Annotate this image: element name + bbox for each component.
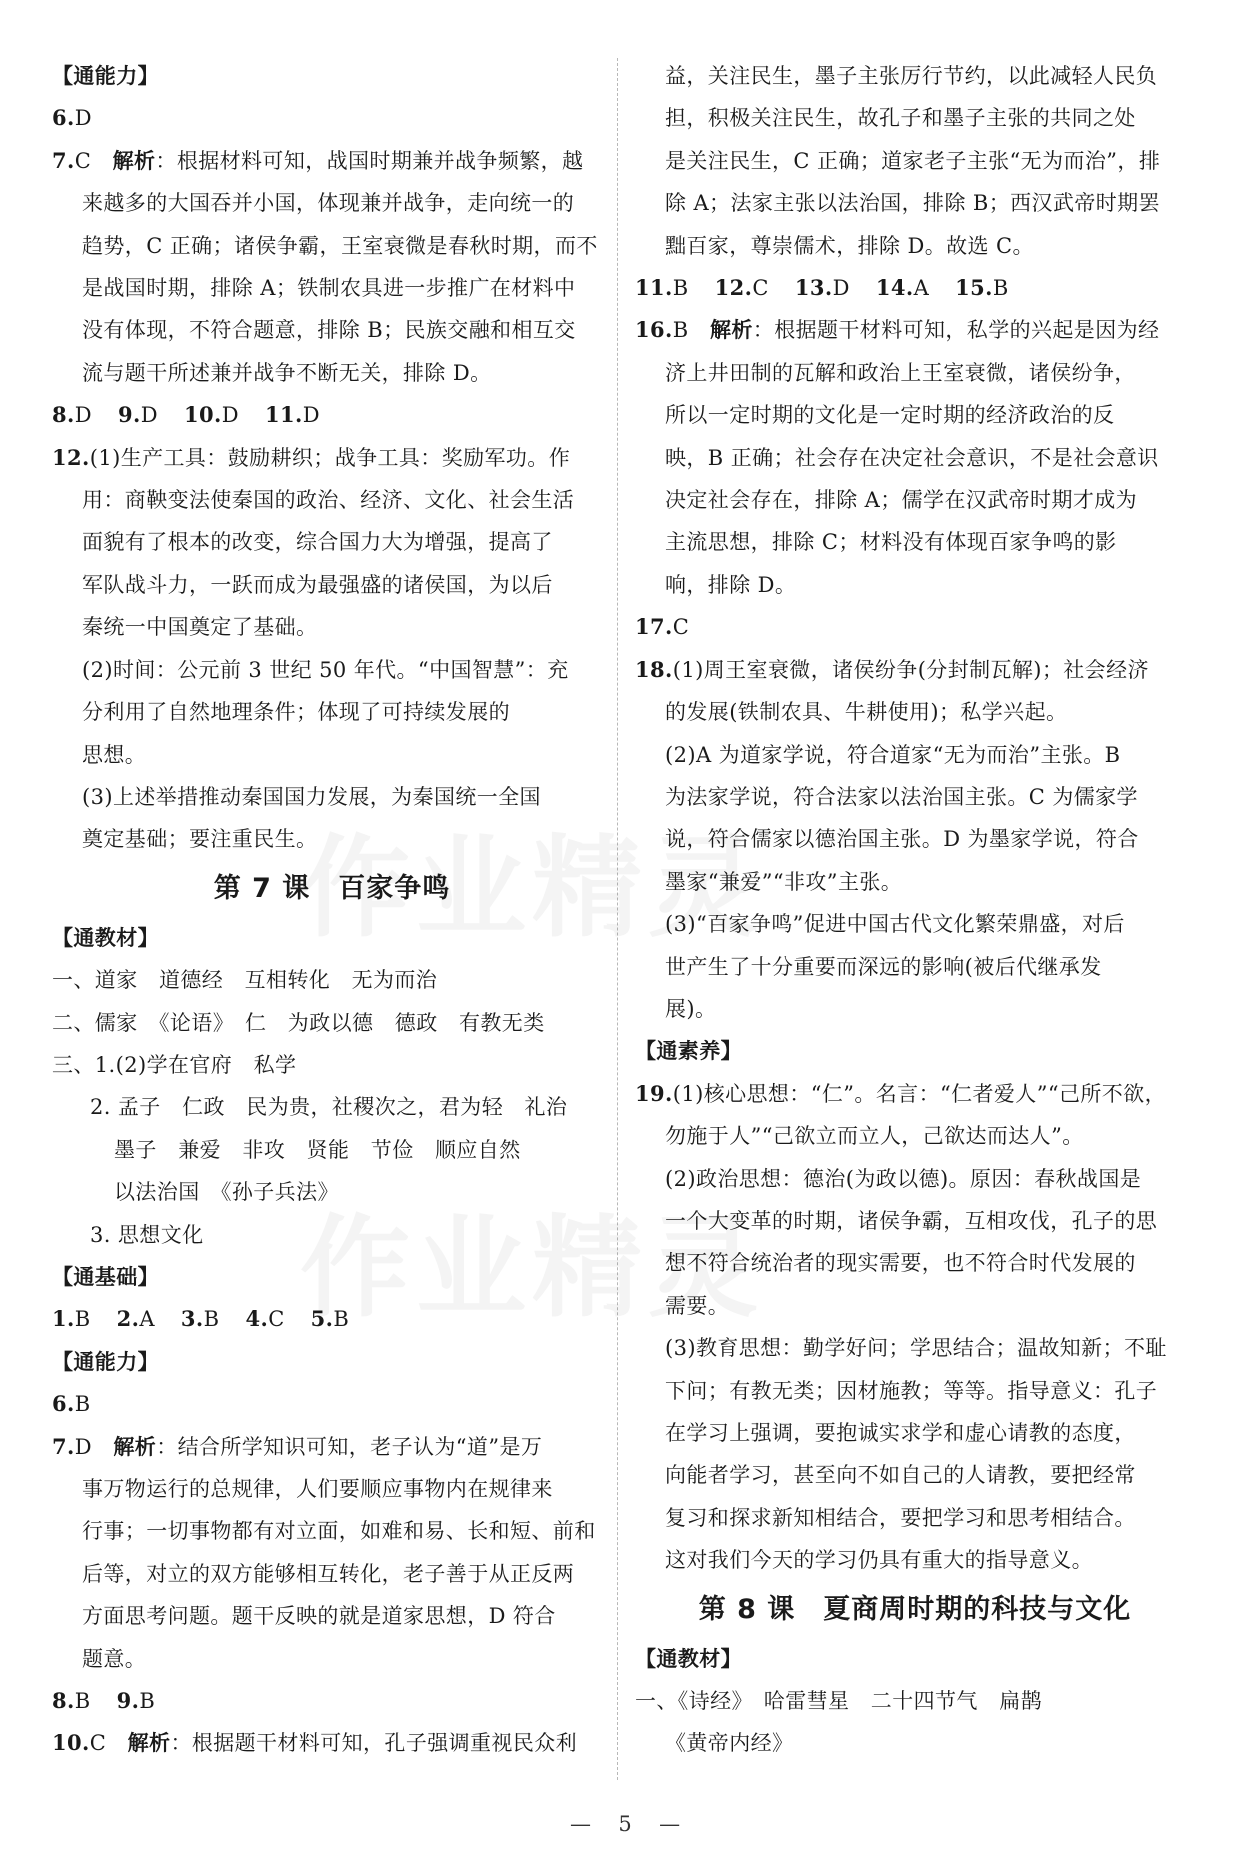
text-line [635, 1115, 1195, 1157]
line-text: C [74, 148, 113, 173]
analysis-label: 解析 [127, 1730, 171, 1756]
text-line [635, 903, 1195, 945]
text-line [635, 1454, 1195, 1496]
line-text: 想不符合统治者的现实需要，也不符合时代发展的 [665, 1251, 1136, 1276]
line-text: 需要。 [665, 1293, 730, 1318]
line-text: 一、道家 道德经 互相转化 无为而治 [52, 968, 438, 993]
text-line [52, 225, 612, 267]
answer-value: D [74, 403, 92, 428]
question-number: 14. [875, 275, 914, 301]
text-line [635, 1200, 1195, 1242]
question-number: 8. [52, 1688, 75, 1714]
answer-line [635, 649, 1195, 691]
line-text: C [89, 1731, 128, 1756]
line-text: 军队战斗力，一跃而成为最强盛的诸侯国，为以后 [82, 572, 553, 597]
line-text-continued: ：根据材料可知，战国时期兼并战争频繁，越 [155, 148, 584, 173]
column-divider [617, 58, 618, 1780]
line-text-continued: ：结合所学知识可知，老子认为“道”是万 [156, 1434, 543, 1459]
footer-dash-right: — [659, 1812, 681, 1836]
answer-value: D [832, 276, 850, 301]
answer-line [52, 1383, 612, 1425]
section-header: 【通能力】 [52, 63, 159, 88]
answer-line [52, 437, 612, 479]
text-line [52, 267, 612, 309]
line-text: 决定社会存在，排除 A；儒学在汉武帝时期才成为 [665, 488, 1138, 513]
text-line [635, 479, 1195, 521]
line-text: 一个大变革的时期，诸侯争霸，互相攻伐，孔子的思 [665, 1208, 1158, 1233]
text-line [635, 1680, 1195, 1722]
line-text: 说，符合儒家以德治国主张。D 为墨家学说，符合 [665, 827, 1139, 852]
answer-line [635, 606, 1195, 648]
answer-line [52, 140, 612, 182]
line-text: (1)周王室衰微，诸侯纷争(分封制瓦解)；社会经济 [672, 657, 1149, 682]
question-number: 2. [116, 1306, 140, 1332]
question-number: 12. [52, 444, 90, 470]
answer-value: B [992, 276, 1009, 301]
answer-value: B [139, 1689, 156, 1714]
line-text: 向能者学习，甚至向不如自己的人请教，要把经常 [665, 1463, 1136, 1488]
line-text: 世产生了十分重要而深远的影响(被后代继承发 [665, 954, 1102, 979]
footer-dash-left: — [569, 1812, 591, 1836]
text-line [635, 818, 1195, 860]
line-text: 墨子 兼爱 非攻 贤能 节俭 顺应自然 [114, 1137, 521, 1162]
line-text: 展)。 [665, 996, 717, 1021]
line-text: 的发展(铁制农具、牛耕使用)；私学兴起。 [665, 700, 1068, 725]
text-line [52, 606, 612, 648]
text-line [52, 776, 612, 818]
question-number: 17. [635, 614, 673, 640]
line-text: 黜百家，尊崇儒术，排除 D。故选 C。 [665, 233, 1034, 258]
text-line [52, 734, 612, 776]
line-text: 面貌有了根本的改变，综合国力大为增强，提高了 [82, 530, 553, 555]
text-line [52, 1638, 612, 1680]
line-text: C [672, 615, 690, 640]
analysis-label: 解析 [112, 147, 156, 173]
text-line [635, 1242, 1195, 1284]
line-text: 墨家“兼爱”“非攻”主张。 [665, 869, 903, 894]
text-line [635, 1722, 1195, 1764]
question-number: 3. [180, 1306, 204, 1332]
section-header: 【通能力】 [52, 1348, 159, 1374]
lesson-title: 第 7 课 百家争鸣 [213, 872, 451, 904]
text-line [52, 691, 612, 733]
text-line [52, 649, 612, 691]
answer-value: B [333, 1307, 350, 1332]
answer-value: B [672, 276, 689, 301]
line-text: (3)上述举措推动秦国国力发展，为秦国统一全国 [82, 784, 541, 809]
text-line [635, 521, 1195, 563]
line-text: 主流思想，排除 C；材料没有体现百家争鸣的影 [665, 530, 1117, 555]
section-header: 【通素养】 [635, 1038, 742, 1064]
line-text: 益，关注民生，墨子主张厉行节约，以此减轻人民负 [665, 64, 1158, 88]
question-number: 6. [52, 105, 75, 131]
question-number: 8. [52, 402, 75, 428]
answer-line [635, 309, 1195, 351]
text-line [635, 437, 1195, 479]
line-text: D [74, 106, 92, 131]
left-column [52, 55, 612, 1765]
question-number: 9. [117, 402, 141, 428]
question-number: 5. [310, 1306, 334, 1332]
text-line [635, 352, 1195, 394]
question-number: 11. [264, 402, 303, 428]
question-number: 7. [52, 147, 75, 173]
answer-value: D [140, 403, 158, 428]
answer-value: A [913, 276, 930, 301]
line-text: 没有体现，不符合题意，排除 B；民族交融和相互交 [82, 318, 576, 343]
question-number: 18. [635, 656, 673, 682]
answer-row [52, 394, 612, 436]
line-text: 2. 孟子 仁政 民为贵，社稷次之，君为轻 礼治 [90, 1095, 568, 1120]
line-text: 后等，对立的双方能够相互转化，老子善于从正反两 [82, 1561, 575, 1586]
line-text-continued: ：根据题干材料可知，私学的兴起是因为经 [752, 318, 1160, 343]
text-line [52, 1595, 612, 1637]
question-number: 7. [52, 1433, 75, 1459]
line-text: 来越多的大国吞并小国，体现兼并战争，走向统一的 [82, 191, 575, 216]
text-line [635, 1412, 1195, 1454]
text-line [52, 352, 612, 394]
line-text: 复习和探求新知相结合，要把学习和思考相结合。 [665, 1505, 1136, 1530]
question-number: 16. [635, 317, 673, 343]
text-line [635, 1285, 1195, 1327]
text-line [635, 182, 1195, 224]
question-number: 4. [245, 1306, 269, 1332]
text-line [52, 479, 612, 521]
text-line [52, 1510, 612, 1552]
answer-line [52, 97, 612, 139]
line-text: (3)教育思想：勤学好问；学思结合；温故知新；不耻 [665, 1336, 1167, 1361]
line-text: 这对我们今天的学习仍具有重大的指导意义。 [665, 1548, 1093, 1573]
line-text: 用：商鞅变法使秦国的政治、经济、文化、社会生活 [82, 488, 575, 513]
line-text: 趋势，C 正确；诸侯争霸，王室衰微是春秋时期，而不 [82, 233, 598, 258]
line-text: D [74, 1434, 114, 1459]
lesson-title: 第 8 课 夏商周时期的科技与文化 [698, 1593, 1132, 1625]
text-line [635, 225, 1195, 267]
text-line [635, 861, 1195, 903]
right-column [635, 55, 1195, 1765]
text-line [635, 394, 1195, 436]
line-text: 行事；一切事物都有对立面，如难和易、长和短、前和 [82, 1519, 596, 1544]
line-text: 流与题干所述兼并战争不断无关，排除 D。 [82, 360, 492, 385]
line-text: B [74, 1392, 91, 1417]
text-line [52, 959, 612, 1001]
text-line [635, 691, 1195, 733]
text-line [52, 1171, 612, 1213]
line-text: (1)生产工具：鼓励耕织；战争工具：奖励军功。作 [89, 445, 571, 470]
text-line [635, 97, 1195, 139]
line-text: (3)“百家争鸣”促进中国古代文化繁荣鼎盛，对后 [665, 912, 1125, 937]
section-header: 【通教材】 [52, 924, 159, 950]
answer-value: D [221, 403, 239, 428]
text-line [635, 55, 1195, 97]
text-line [635, 1370, 1195, 1412]
section-header: 【通基础】 [52, 1263, 159, 1289]
line-text: 题意。 [82, 1646, 147, 1671]
line-text: 下问；有教无类；因材施教；等等。指导意义：孔子 [665, 1378, 1158, 1403]
line-text: 秦统一中国奠定了基础。 [82, 615, 318, 640]
line-text: (2)时间：公元前 3 世纪 50 年代。“中国智慧”：充 [82, 657, 569, 682]
answer-line [635, 1073, 1195, 1115]
answer-value: B [203, 1307, 220, 1332]
question-number: 10. [52, 1730, 90, 1756]
line-text: 方面思考问题。题干反映的就是道家思想，D 符合 [82, 1604, 556, 1629]
answer-value: B [74, 1689, 91, 1714]
text-line [635, 946, 1195, 988]
text-line [52, 1553, 612, 1595]
line-text: 响，排除 D。 [665, 572, 797, 597]
line-text: (2)政治思想：德治(为政以德)。原因：春秋战国是 [665, 1166, 1142, 1191]
line-text: 为法家学说，符合法家以法治国主张。C 为儒家学 [665, 784, 1138, 809]
line-text: 三、1.(2)学在官府 私学 [52, 1052, 297, 1077]
line-text: 所以一定时期的文化是一定时期的经济政治的反 [665, 403, 1115, 428]
line-text: (1)核心思想：“仁”。名言：“仁者爱人”“己所不欲， [672, 1081, 1166, 1106]
question-number: 13. [794, 275, 833, 301]
line-text: 事万物运行的总规律，人们要顺应事物内在规律来 [82, 1477, 553, 1501]
question-number: 12. [714, 275, 753, 301]
text-line [52, 564, 612, 606]
answer-value: C [752, 276, 769, 301]
line-text: 思想。 [82, 742, 147, 767]
question-number: 10. [183, 402, 222, 428]
text-line [635, 140, 1195, 182]
text-line [52, 1214, 612, 1256]
answer-value: B [74, 1307, 91, 1332]
answer-line [52, 1426, 612, 1468]
answer-value: C [268, 1307, 285, 1332]
analysis-label: 解析 [113, 1433, 157, 1459]
question-number: 11. [635, 275, 673, 301]
question-number: 6. [52, 1391, 75, 1417]
answer-row [635, 267, 1195, 309]
text-line [52, 521, 612, 563]
answer-row [52, 1680, 612, 1722]
question-number: 9. [116, 1688, 140, 1714]
text-line [635, 988, 1195, 1030]
line-text: 《黄帝内经》 [665, 1731, 794, 1756]
text-line [635, 1539, 1195, 1581]
page-number: 5 [618, 1812, 632, 1836]
analysis-label: 解析 [709, 317, 753, 343]
text-line [635, 776, 1195, 818]
line-text: 映，B 正确；社会存在决定社会意识，不是社会意识 [665, 445, 1159, 470]
text-line [52, 1468, 612, 1510]
line-text: 分利用了自然地理条件；体现了可持续发展的 [82, 700, 510, 725]
answer-line [52, 1722, 612, 1764]
answer-row [52, 1298, 612, 1340]
text-line [52, 1044, 612, 1086]
answer-value: D [302, 403, 320, 428]
line-text: 二、儒家 《论语》 仁 为政以德 德政 有教无类 [52, 1010, 545, 1035]
line-text: (2)A 为道家学说，符合道家“无为而治”主张。B [665, 742, 1121, 767]
question-number: 15. [955, 275, 993, 301]
text-line [52, 818, 612, 860]
text-line [52, 1002, 612, 1044]
line-text: 担，积极关注民生，故孔子和墨子主张的共同之处 [665, 106, 1136, 131]
text-line [52, 182, 612, 224]
line-text: 除 A；法家主张以法治国，排除 B；西汉武帝时期罢 [665, 191, 1160, 216]
line-text: 是关注民生，C 正确；道家老子主张“无为而治”，排 [665, 148, 1161, 173]
text-line [52, 1086, 612, 1128]
line-text: 勿施于人”“己欲立而立人，己欲达而达人”。 [665, 1124, 1084, 1149]
text-line [52, 1129, 612, 1171]
line-text: B [672, 318, 710, 343]
text-line [635, 1327, 1195, 1369]
line-text: 奠定基础；要注重民生。 [82, 827, 318, 852]
line-text: 一、《诗经》 哈雷彗星 二十四节气 扁鹊 [635, 1689, 1042, 1714]
question-number: 19. [635, 1080, 673, 1106]
text-line [635, 734, 1195, 776]
text-line [52, 309, 612, 351]
question-number: 1. [52, 1306, 75, 1332]
text-line [635, 1497, 1195, 1539]
section-header: 【通教材】 [635, 1645, 742, 1671]
page-footer [0, 1812, 1250, 1836]
line-text: 在学习上强调，要抱诚实求学和虚心请教的态度， [665, 1421, 1136, 1445]
text-line [635, 564, 1195, 606]
text-line [635, 1158, 1195, 1200]
line-text: 济上井田制的瓦解和政治上王室衰微，诸侯纷争， [665, 360, 1136, 385]
line-text: 以法治国 《孙子兵法》 [114, 1180, 339, 1205]
line-text-continued: ：根据题干材料可知，孔子强调重视民众利 [170, 1731, 578, 1756]
line-text: 3. 思想文化 [90, 1222, 204, 1247]
answer-value: A [139, 1307, 155, 1332]
line-text: 是战国时期，排除 A；铁制农具进一步推广在材料中 [82, 276, 576, 301]
